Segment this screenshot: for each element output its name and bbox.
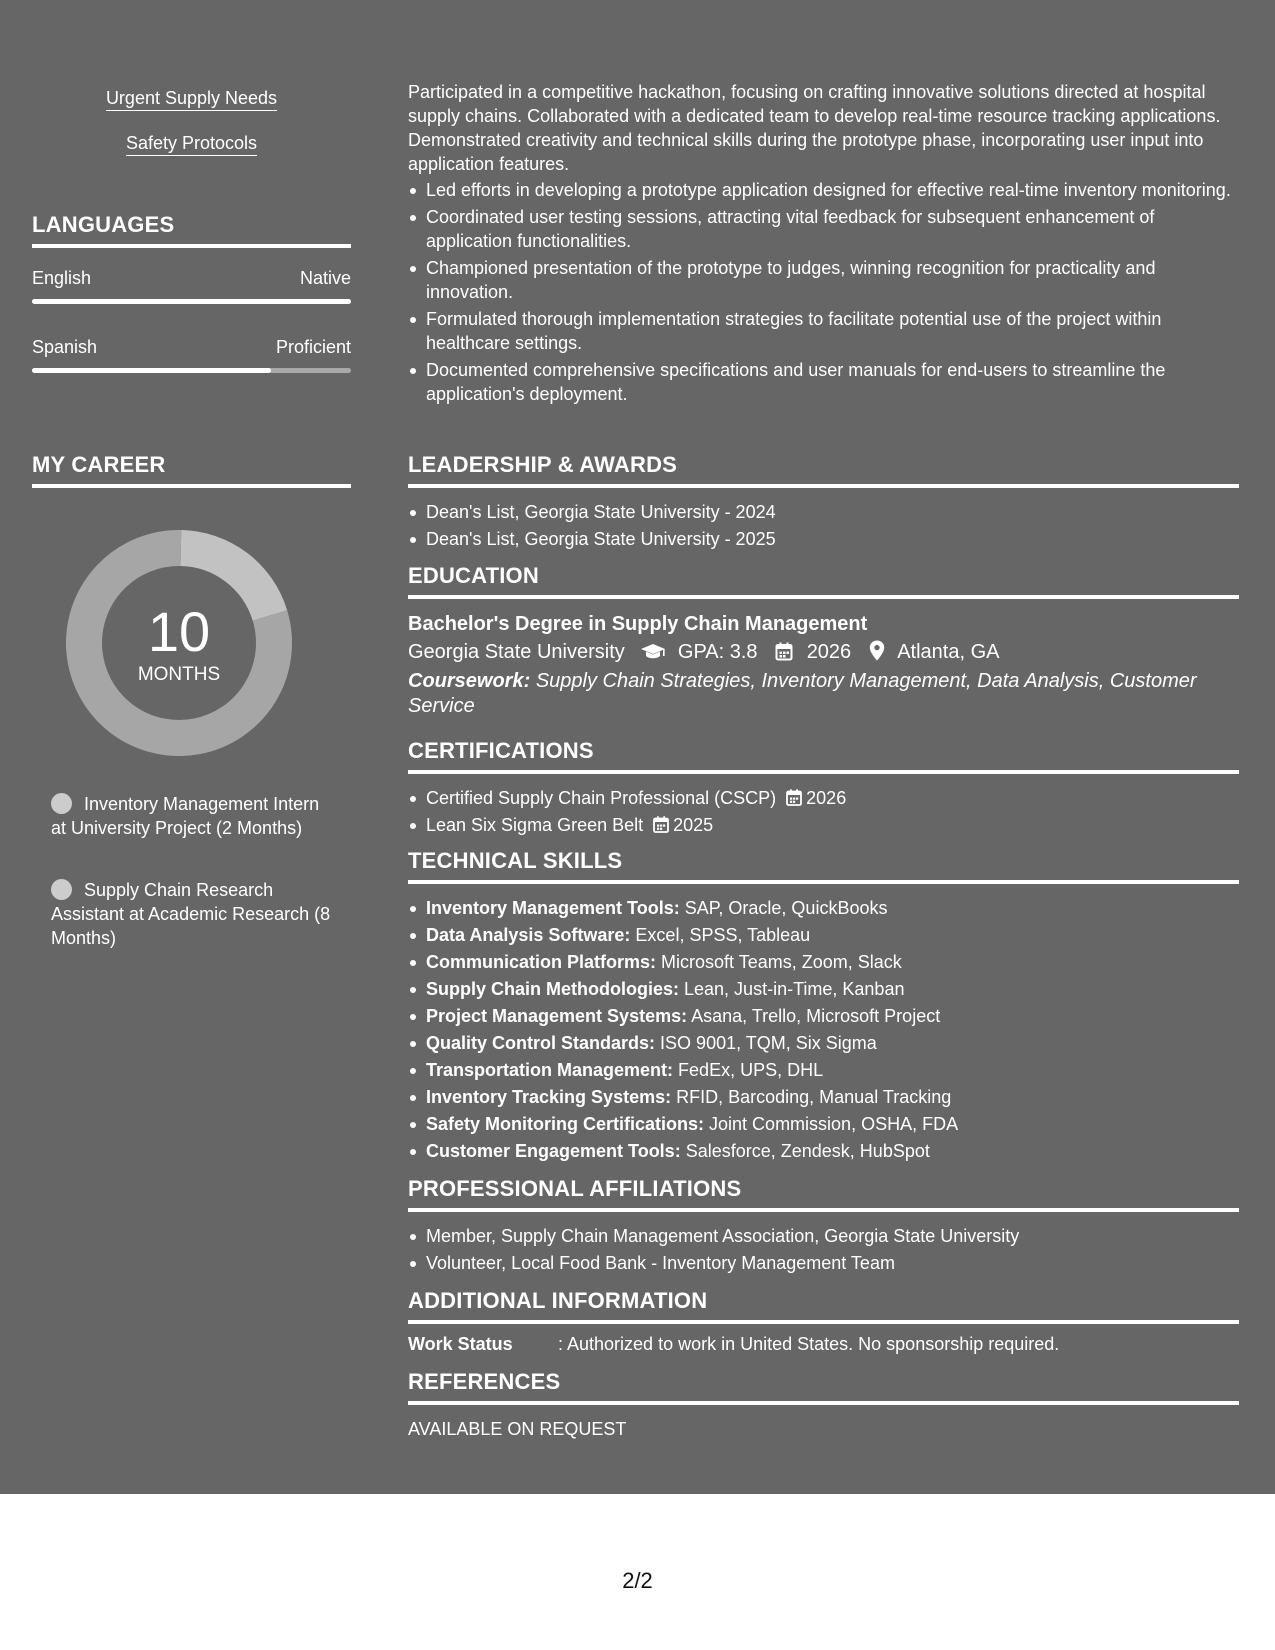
education-details [408, 637, 1239, 667]
list-item: Championed presentation of the prototype to judges, winning recognition for practicality and innovation. [426, 256, 1239, 304]
list-item: Coordinated user testing sessions, attracting vital feedback for subsequent enhancement of application functionalities. [426, 205, 1239, 253]
legend-dot [51, 793, 72, 814]
list-item: Led efforts in developing a prototype application designed for effective real-time inventory monitoring. [426, 178, 1239, 202]
coursework-label: Coursework: [408, 670, 531, 692]
list-item: Dean's List, Georgia State University - 2025 [426, 527, 1239, 551]
location-pin-icon [869, 640, 885, 661]
career-item: Supply Chain Research Assistant at Academic Research (8 Months) [51, 880, 331, 948]
skills-list [408, 896, 1239, 1163]
list-item: Safety Monitoring Certifications: Joint Commission, OSHA, FDA [426, 1112, 1239, 1136]
certifications-list [408, 786, 1239, 837]
list-item: Inventory Tracking Systems: RFID, Barcoding, Manual Tracking [426, 1085, 1239, 1109]
language-name: Spanish [32, 337, 98, 357]
education-section [408, 563, 1239, 719]
link-urgent-supply-needs[interactable]: Urgent Supply Needs [32, 88, 351, 109]
list-item: Formulated thorough implementation strategies to facilitate potential use of the project within healthcare settings. [426, 307, 1239, 355]
list-item: Transportation Management: FedEx, UPS, DHL [426, 1058, 1239, 1082]
list-item: Communication Platforms: Microsoft Teams, Zoom, Slack [426, 950, 1239, 974]
experience-bullets [408, 178, 1239, 406]
additional-info-section [408, 1288, 1239, 1356]
list-item: Dean's List, Georgia State University - 2024 [426, 500, 1239, 524]
awards-list [408, 500, 1239, 551]
skills-heading: TECHNICAL SKILLS [408, 848, 1239, 884]
graduation-cap-icon [640, 643, 666, 661]
awards-section [408, 452, 1239, 554]
school-name: Georgia State University [408, 641, 625, 663]
affiliations-section [408, 1176, 1239, 1278]
language-bar-fill [32, 299, 351, 304]
list-item: Member, Supply Chain Management Association, Georgia State University [426, 1224, 1239, 1248]
calendar-icon [775, 642, 793, 661]
work-status-label: Work Status [408, 1334, 513, 1354]
career-total-value: 10 [147, 600, 211, 663]
list-item: Project Management Systems: Asana, Trello, Microsoft Project [426, 1004, 1239, 1028]
list-item: Supply Chain Methodologies: Lean, Just-in-Time, Kanban [426, 977, 1239, 1001]
calendar-icon [653, 816, 669, 833]
language-level: Native [299, 268, 351, 288]
list-item: Lean Six Sigma Green Belt 2025 [426, 813, 1239, 837]
list-item: Data Analysis Software: Excel, SPSS, Tableau [426, 923, 1239, 947]
education-heading: EDUCATION [408, 563, 1239, 599]
list-item: Inventory Management Tools: SAP, Oracle, QuickBooks [426, 896, 1239, 920]
language-bar-fill [32, 368, 271, 373]
languages-heading: LANGUAGES [32, 212, 351, 248]
link-safety-protocols[interactable]: Safety Protocols [32, 133, 351, 154]
graduation-year: 2026 [806, 641, 852, 663]
calendar-icon [786, 789, 802, 806]
list-item: Quality Control Standards: ISO 9001, TQM, Six Sigma [426, 1031, 1239, 1055]
school-location: Atlanta, GA [897, 641, 1000, 663]
affiliations-list [408, 1224, 1239, 1275]
experience-block [408, 80, 1239, 409]
list-item: Documented comprehensive specifications and user manuals for end-users to streamline the application's deployment. [426, 358, 1239, 406]
affiliations-heading: PROFESSIONAL AFFILIATIONS [408, 1176, 1239, 1212]
page-number: 2/2 [622, 1568, 653, 1593]
list-item: Certified Supply Chain Professional (CSCP) 2026 [426, 786, 1239, 810]
career-item: Inventory Management Intern at University Project (2 Months) [51, 794, 320, 838]
career-section [32, 452, 351, 488]
list-item: Volunteer, Local Food Bank - Inventory Management Team [426, 1251, 1239, 1275]
language-bar [32, 299, 351, 304]
references-section [408, 1369, 1239, 1441]
experience-description: Participated in a competitive hackathon, focusing on crafting innovative solutions directed at hospital supply chains. Collaborated with a dedicated team to develop real-time resource tracking applications. Demonstrated creativity and technical skills during the prototype phase, incorporating user input into application features. [408, 82, 1221, 174]
language-bar [32, 368, 351, 373]
legend-dot [51, 879, 72, 900]
languages-section [32, 212, 351, 248]
additional-info-heading: ADDITIONAL INFORMATION [408, 1288, 1239, 1324]
certifications-heading: CERTIFICATIONS [408, 738, 1239, 774]
gpa: GPA: 3.8 [677, 641, 758, 663]
references-text: AVAILABLE ON REQUEST [408, 1419, 627, 1439]
work-status [408, 1332, 1239, 1356]
coursework: Coursework: Supply Chain Strategies, Inventory Management, Data Analysis, Customer Service [408, 670, 1197, 717]
work-status-value: : Authorized to work in United States. No sponsorship required. [558, 1334, 1060, 1354]
skills-section [408, 848, 1239, 1166]
certifications-section [408, 738, 1239, 840]
awards-heading: LEADERSHIP & AWARDS [408, 452, 1239, 488]
list-item: Customer Engagement Tools: Salesforce, Zendesk, HubSpot [426, 1139, 1239, 1163]
language-name: English [32, 268, 92, 288]
career-heading: MY CAREER [32, 452, 351, 488]
references-heading: REFERENCES [408, 1369, 1239, 1405]
degree-title: Bachelor's Degree in Supply Chain Management [408, 613, 868, 635]
career-total-unit: MONTHS [137, 664, 221, 685]
career-donut-chart [66, 530, 292, 756]
language-level: Proficient [275, 337, 351, 357]
